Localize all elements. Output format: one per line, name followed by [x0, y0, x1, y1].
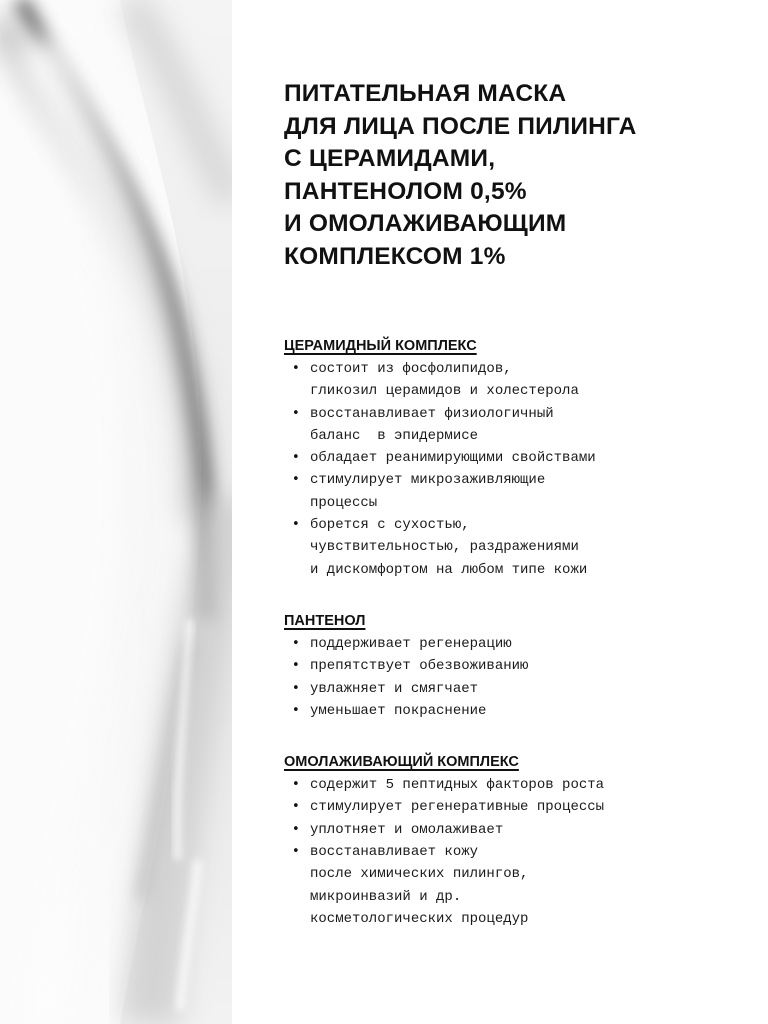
section-panthenol — [284, 611, 754, 722]
bullet-icon: • — [292, 844, 300, 860]
item-line: после химических пилингов, — [310, 866, 529, 883]
item-line: стимулирует регенеративные процессы — [310, 799, 605, 816]
bullet-icon: • — [292, 450, 300, 466]
list-item — [284, 447, 754, 469]
section-heading: ЦЕРАМИДНЫЙ КОМПЛЕКС — [284, 338, 477, 354]
title-line: ПАНТЕНОЛОМ 0,5% — [284, 177, 527, 205]
item-line: гликозил церамидов и холестерола — [310, 383, 579, 400]
section-heading: ОМОЛАЖИВАЮЩИЙ КОМПЛЕКС — [284, 754, 519, 771]
bullet-icon: • — [292, 361, 300, 376]
bullet-icon: • — [292, 821, 300, 837]
bullet-icon: • — [292, 658, 300, 674]
cream-texture-image — [0, 0, 232, 1024]
list-item — [284, 678, 754, 700]
title-line: И ОМОЛАЖИВАЮЩИМ — [284, 210, 567, 237]
product-title — [284, 78, 754, 273]
item-line: поддерживает регенерацию — [310, 635, 512, 652]
bullet-icon: • — [292, 777, 300, 793]
bullet-icon: • — [292, 405, 300, 421]
list-item — [284, 514, 754, 581]
item-line: баланс в эпидермисе — [310, 427, 479, 444]
list-item — [284, 796, 754, 818]
item-line: процессы — [310, 494, 378, 511]
title-line: ПИТАТЕЛЬНАЯ МАСКА — [284, 80, 567, 107]
item-line: состоит из фосфолипидов, — [310, 361, 512, 377]
item-line: уплотняет и омолаживает — [310, 821, 504, 838]
section-ceramide-complex — [284, 336, 754, 581]
item-line: препятствует обезвоживанию — [310, 658, 529, 675]
bullet-list — [284, 633, 754, 722]
item-line: косметологических процедур — [310, 910, 529, 927]
list-item — [284, 819, 754, 841]
item-line: содержит 5 пептидных факторов роста — [310, 777, 605, 794]
item-line: восстанавливает физиологичный — [310, 405, 554, 422]
list-item — [284, 403, 754, 448]
list-item — [284, 774, 754, 796]
bullet-icon: • — [292, 702, 300, 718]
item-line: уменьшает покраснение — [310, 702, 487, 719]
list-item — [284, 469, 754, 514]
item-line: и дискомфортом на любом типе кожи — [310, 561, 588, 578]
title-line: ДЛЯ ЛИЦА ПОСЛЕ ПИЛИНГА — [284, 112, 637, 140]
item-line: увлажняет и смягчает — [310, 680, 479, 697]
item-line: стимулирует микрозаживляющие — [310, 472, 546, 489]
bullet-list — [284, 358, 754, 581]
title-line: КОМПЛЕКСОМ 1% — [284, 242, 506, 270]
bullet-icon: • — [292, 517, 300, 533]
bullet-icon: • — [292, 680, 300, 696]
list-item — [284, 700, 754, 722]
bullet-icon: • — [292, 472, 300, 488]
bullet-icon: • — [292, 799, 300, 815]
item-line: обладает реанимирующими свойствами — [310, 450, 596, 467]
list-item — [284, 841, 754, 930]
title-line: С ЦЕРАМИДАМИ, — [284, 145, 496, 172]
item-line: чувствительностью, раздражениями — [310, 539, 579, 556]
item-line: восстанавливает кожу — [310, 844, 479, 861]
bullet-list — [284, 774, 754, 930]
list-item — [284, 358, 754, 403]
product-description — [284, 78, 754, 930]
item-line: борется с сухостью, — [310, 517, 470, 534]
section-heading: ПАНТЕНОЛ — [284, 612, 366, 629]
section-rejuvenating-complex — [284, 752, 754, 930]
item-line: микроинвазий и др. — [310, 888, 462, 905]
list-item — [284, 655, 754, 677]
list-item — [284, 633, 754, 655]
bullet-icon: • — [292, 635, 300, 651]
